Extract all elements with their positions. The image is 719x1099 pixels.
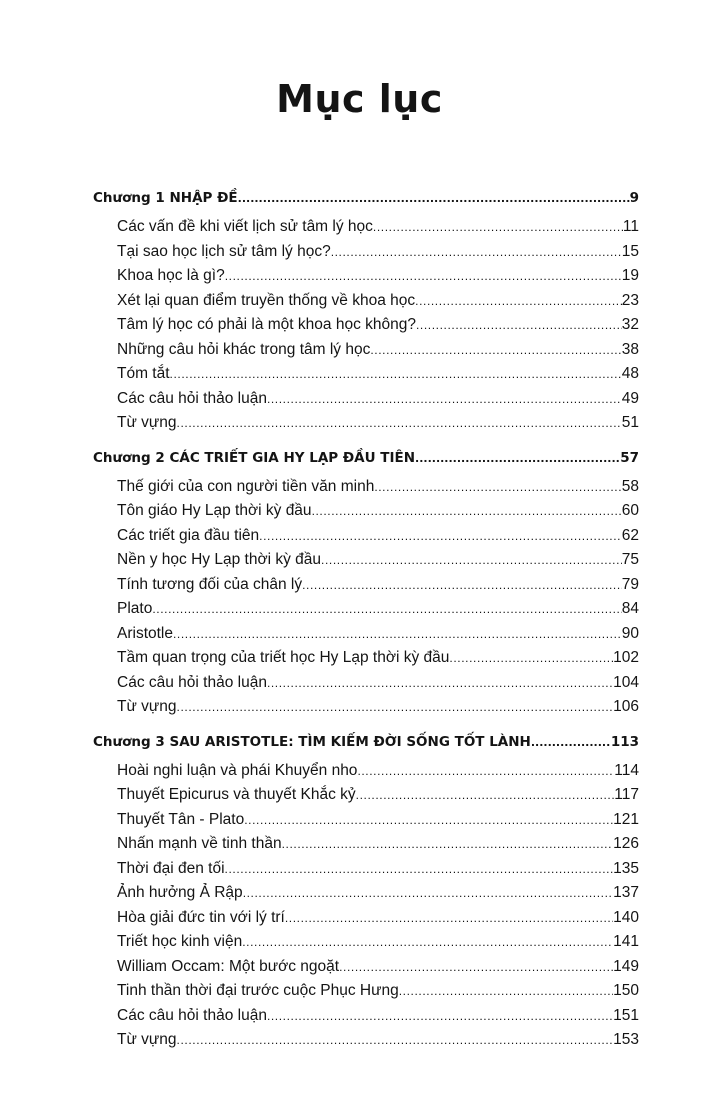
entry-title: Những câu hỏi khác trong tâm lý học — [117, 340, 371, 358]
entry-title: Nhấn mạnh về tinh thần — [117, 835, 282, 852]
dot-leader — [225, 267, 622, 285]
entry-page-number: 58 — [621, 477, 639, 495]
toc-entry[interactable] — [93, 243, 639, 268]
entry-page-number: 32 — [621, 316, 639, 333]
entry-title: Tâm lý học có phải là một khoa học không? — [117, 316, 416, 333]
entry-title: William Occam: Một bước ngoặt — [117, 957, 340, 975]
entry-page-number: 84 — [621, 600, 639, 617]
dot-leader — [177, 698, 614, 716]
entry-page-number: 102 — [613, 649, 639, 666]
dot-leader — [321, 551, 622, 569]
entry-page-number: 140 — [613, 908, 639, 926]
toc-entry[interactable] — [93, 835, 639, 860]
entry-page-number: 15 — [621, 242, 639, 260]
entry-title: Từ vựng — [117, 1031, 177, 1048]
toc-entry[interactable] — [93, 218, 639, 243]
dot-leader — [370, 341, 621, 359]
dot-leader — [177, 414, 622, 432]
entry-page-number: 141 — [613, 933, 639, 950]
toc-entry[interactable] — [93, 267, 639, 292]
entry-page-number: 90 — [621, 624, 639, 642]
entry-title: Tầm quan trọng của triết học Hy Lạp thời kỳ đầu — [117, 649, 450, 666]
toc-entry[interactable] — [93, 762, 639, 787]
dot-leader — [225, 860, 614, 878]
dot-leader — [449, 649, 613, 667]
toc-entry[interactable] — [93, 982, 639, 1007]
entry-page-number: 60 — [621, 502, 639, 519]
entry-title: Thời đại đen tối — [117, 859, 225, 877]
toc-entry[interactable] — [93, 811, 639, 836]
toc-entry[interactable] — [93, 958, 639, 983]
chapter-3 — [93, 734, 639, 1056]
entry-page-number: 49 — [621, 389, 639, 407]
dot-leader — [531, 734, 611, 750]
entry-title: Hoài nghi luận và phái Khuyển nho — [117, 761, 358, 779]
entry-title: Tinh thần thời đại trước cuộc Phục Hưng — [117, 982, 399, 999]
entry-page-number: 153 — [613, 1031, 639, 1048]
entry-title: Các câu hỏi thảo luận — [117, 1006, 267, 1024]
dot-leader — [238, 190, 630, 206]
toc-entry[interactable] — [93, 674, 639, 699]
chapter-2 — [93, 450, 639, 723]
dot-leader — [173, 625, 622, 643]
chapter-heading: Chương 1 NHẬP ĐỀ — [93, 190, 238, 206]
chapter-heading-row[interactable] — [93, 450, 639, 478]
dot-leader — [243, 884, 613, 902]
dot-leader — [415, 450, 620, 466]
entry-page-number: 121 — [613, 810, 639, 828]
entry-title: Tóm tắt — [117, 365, 170, 382]
entry-title: Khoa học là gì? — [117, 267, 225, 284]
entry-title: Các vấn đề khi viết lịch sử tâm lý học — [117, 218, 373, 235]
dot-leader — [399, 982, 613, 1000]
entry-title: Tôn giáo Hy Lạp thời kỳ đầu — [117, 502, 312, 519]
dot-leader — [242, 933, 613, 951]
chapter-page-number: 9 — [629, 190, 639, 206]
entry-title: Ảnh hưởng Ả Rập — [117, 884, 243, 901]
toc-entry[interactable] — [93, 860, 639, 885]
toc-entry[interactable] — [93, 316, 639, 341]
toc-entry[interactable] — [93, 786, 639, 811]
entry-page-number: 75 — [621, 551, 639, 568]
entry-page-number: 19 — [621, 267, 639, 284]
dot-leader — [312, 502, 622, 520]
entry-title: Các triết gia đầu tiên — [117, 526, 260, 544]
toc-entry[interactable] — [93, 649, 639, 674]
entry-title: Thuyết Epicurus và thuyết Khắc kỷ — [117, 786, 356, 803]
dot-leader — [267, 1007, 613, 1025]
toc-entry[interactable] — [93, 551, 639, 576]
toc-entry[interactable] — [93, 884, 639, 909]
entry-page-number: 151 — [613, 1006, 639, 1024]
toc-entry[interactable] — [93, 625, 639, 650]
entry-page-number: 149 — [613, 957, 639, 975]
entry-page-number: 117 — [614, 786, 639, 803]
entry-page-number: 51 — [621, 414, 639, 431]
dot-leader — [373, 218, 623, 236]
entry-page-number: 135 — [613, 859, 639, 877]
entry-page-number: 104 — [613, 673, 639, 691]
chapter-heading-row[interactable] — [93, 190, 639, 218]
chapter-1 — [93, 190, 639, 439]
toc-entry[interactable] — [93, 933, 639, 958]
toc-entry[interactable] — [93, 292, 639, 317]
chapter-heading: Chương 3 SAU ARISTOTLE: TÌM KIẾM ĐỜI SỐNG TỐT LÀNH — [93, 733, 531, 750]
entry-page-number: 114 — [614, 761, 639, 779]
toc-entry[interactable] — [93, 478, 639, 503]
toc-entry[interactable] — [93, 1031, 639, 1056]
page-title: Mục lục — [276, 77, 443, 121]
dot-leader — [357, 762, 614, 780]
toc-entry[interactable] — [93, 414, 639, 439]
entry-page-number: 48 — [621, 365, 639, 382]
chapter-heading-row[interactable] — [93, 734, 639, 762]
entry-page-number: 137 — [613, 884, 639, 901]
entry-title: Từ vựng — [117, 414, 177, 431]
toc-entry[interactable] — [93, 909, 639, 934]
chapter-page-number: 57 — [620, 449, 639, 466]
toc-entry[interactable] — [93, 341, 639, 366]
toc-entry[interactable] — [93, 600, 639, 625]
chapter-heading: Chương 2 CÁC TRIẾT GIA HY LẠP ĐẦU TIÊN — [93, 449, 416, 466]
dot-leader — [267, 390, 622, 408]
entry-page-number: 62 — [621, 526, 639, 544]
entry-title: Nền y học Hy Lạp thời kỳ đầu — [117, 551, 322, 568]
entry-title: Plato — [117, 600, 153, 617]
toc-entry[interactable] — [93, 502, 639, 527]
toc-entry[interactable] — [93, 527, 639, 552]
toc-entry[interactable] — [93, 1007, 639, 1032]
entry-title: Thế giới của con người tiền văn minh — [117, 477, 375, 495]
toc-entry[interactable] — [93, 390, 639, 415]
entry-title: Tại sao học lịch sử tâm lý học? — [117, 242, 331, 260]
dot-leader — [152, 600, 621, 618]
toc-entry[interactable] — [93, 698, 639, 723]
dot-leader — [259, 527, 622, 545]
dot-leader — [339, 958, 613, 976]
dot-leader — [285, 909, 613, 927]
dot-leader — [170, 365, 622, 383]
entry-title: Tính tương đối của chân lý — [117, 575, 303, 593]
entry-page-number: 126 — [613, 835, 639, 852]
entry-title: Các câu hỏi thảo luận — [117, 673, 267, 691]
entry-title: Aristotle — [117, 624, 173, 642]
dot-leader — [302, 576, 622, 594]
table-of-contents — [93, 190, 639, 1067]
entry-page-number: 11 — [622, 218, 639, 235]
dot-leader — [416, 316, 622, 334]
entry-page-number: 150 — [613, 982, 639, 999]
dot-leader — [282, 835, 614, 853]
entry-title: Từ vựng — [117, 698, 177, 715]
toc-entry[interactable] — [93, 576, 639, 601]
entry-page-number: 23 — [621, 291, 639, 309]
entry-page-number: 38 — [621, 340, 639, 358]
entry-title: Triết học kinh viện — [117, 933, 243, 950]
entry-page-number: 106 — [613, 698, 639, 715]
toc-entry[interactable] — [93, 365, 639, 390]
dot-leader — [177, 1031, 614, 1049]
entry-title: Thuyết Tân - Plato — [117, 810, 245, 828]
chapter-page-number: 113 — [610, 733, 639, 750]
dot-leader — [374, 478, 621, 496]
dot-leader — [356, 786, 615, 804]
dot-leader — [331, 243, 622, 261]
dot-leader — [415, 292, 622, 310]
dot-leader — [244, 811, 613, 829]
entry-page-number: 79 — [621, 575, 639, 593]
entry-title: Các câu hỏi thảo luận — [117, 389, 267, 407]
dot-leader — [267, 674, 613, 692]
entry-title: Hòa giải đức tin với lý trí — [117, 908, 285, 926]
entry-title: Xét lại quan điểm truyền thống về khoa học — [117, 291, 416, 309]
